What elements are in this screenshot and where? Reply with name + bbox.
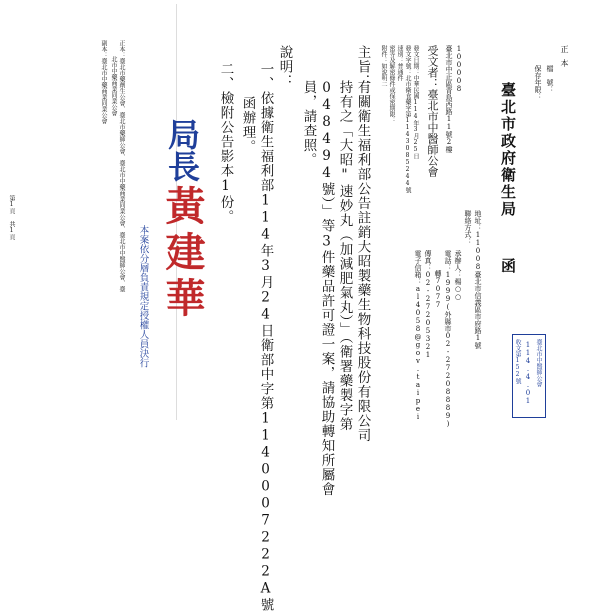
stamp-date: 114.4.01 — [524, 341, 532, 405]
agency-title: 臺北市政府衛生局 — [499, 82, 517, 218]
issue-attachment: 附件：如說明二 — [380, 45, 387, 87]
explanation-item: 函辦理。 — [239, 96, 256, 154]
contact-method: 聯絡方式： — [464, 210, 472, 245]
issue-date: 發文日期：中華民國114年3月25日 — [412, 45, 419, 159]
page-number: 第1頁 共1頁 — [8, 195, 15, 240]
subject-line: 048494號）」等3件藥品許可證一案，請協助轉知所屬會 — [318, 80, 335, 497]
distribution-main: 正本：臺北市藥劑生公會、臺北市藥師公會、臺北市中藥商業同業公會、臺北市中醫師公會、臺 — [118, 40, 125, 292]
subject-line: 員，請查照。 — [300, 80, 317, 167]
signature-title: 局長 — [163, 118, 201, 182]
archive-number-label: 檔 號： — [546, 65, 554, 93]
stamp-number: 收文第152號 — [514, 339, 521, 384]
contact-ext: 轉7077 — [434, 270, 442, 309]
subject-line: 有關衛生福利部公告註銷大昭製藥生物科技股份有限公司 — [354, 80, 371, 443]
contact-person: 承辦人：楊○○ — [454, 250, 462, 301]
contact-address: 地址：11008臺北市信義區市府路1號 — [474, 210, 482, 349]
explanation-item: 一、依據衛生福利部114年3月24日衛部中字第1140007222A號 — [257, 62, 274, 612]
postal-code: 100008 — [455, 45, 463, 93]
subject-label: 主旨： — [354, 45, 371, 89]
received-stamp — [512, 334, 546, 418]
recipient-address: 臺北市中正區青島西路11號2樓 — [445, 45, 453, 153]
contact-fax: 傳真：02-27205321 — [424, 250, 432, 359]
signature-name: 黃建華 — [159, 185, 206, 323]
explanation-item: 二、檢附公告影本1份。 — [217, 62, 234, 224]
recipient: 受文者：臺北市中醫師公會 — [426, 45, 439, 177]
stamp-header: 臺北市中醫師公會 — [535, 339, 542, 387]
doc-type: 函 — [499, 258, 517, 275]
distribution-main-cont: 北市中藥商業同業公會 — [110, 56, 117, 116]
issue-secrecy: 密等及解密條件或保密期限： — [388, 45, 395, 123]
issue-speed: 速別：普通件 — [396, 45, 403, 81]
copy-mark: 正本 — [560, 45, 569, 73]
signature-note: 本案依分層負責規定授權人員決行 — [137, 225, 149, 368]
retention-label: 保存年限： — [534, 65, 542, 100]
subject-line: 持有之「大昭"速妙丸（加減肥氣丸）」（衛署藥製字第 — [336, 80, 353, 432]
contact-phone: 電話：1999(外縣市02-27208889) — [444, 250, 452, 428]
contact-email: 電子信箱：al4058@gov.taipei — [414, 250, 422, 421]
distribution-cc: 副本：臺北市中藥商業同業公會 — [100, 40, 107, 124]
issue-number: 發文字號：北市衛食藥字第1143085244號 — [404, 45, 411, 193]
explanation-label: 說明： — [276, 45, 293, 89]
